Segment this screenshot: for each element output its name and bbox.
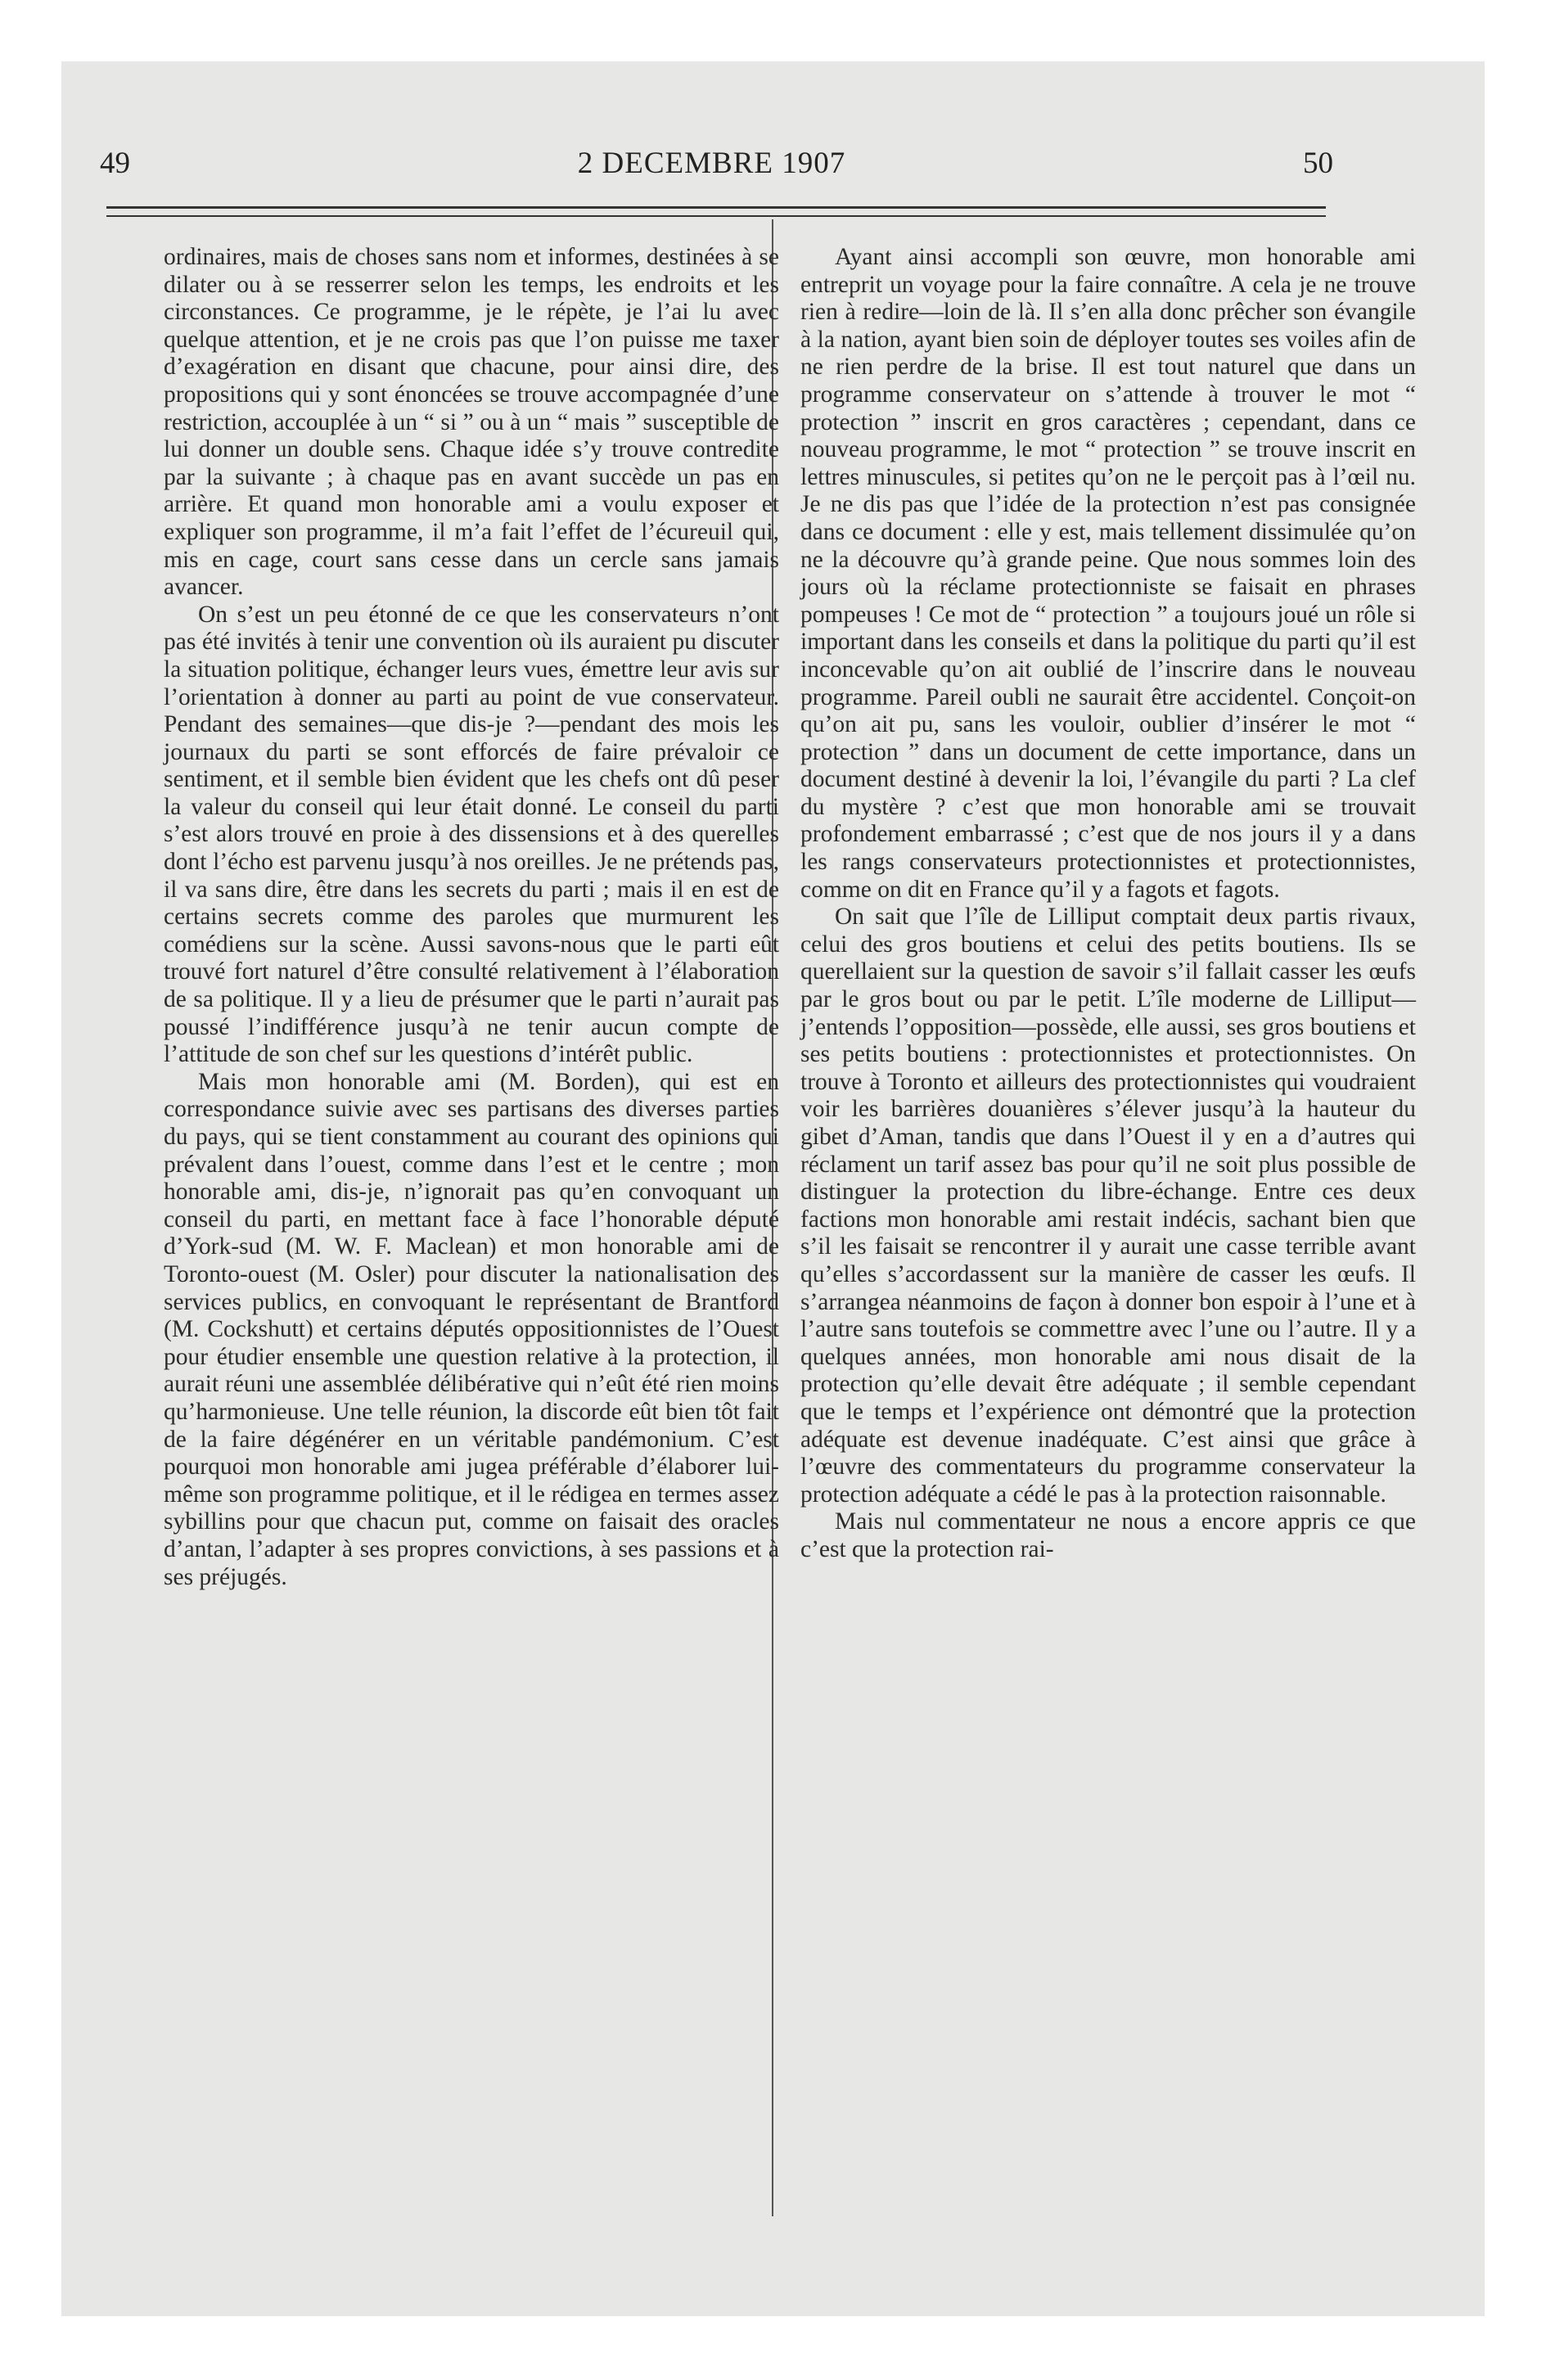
header-date: 2 DECEMBRE 1907 [577, 146, 846, 180]
page-number-left: 49 [100, 146, 130, 180]
right-column [800, 244, 1416, 1564]
paragraph: ordinaires, mais de choses sans nom et informes, destinées à se dilater ou à se resserrer selon les temps, les endroits et les circonstances. Ce programme, je le répète, je l’ai lu avec quelque attention, et je ne crois pas que l’on puisse me taxer d’exagération en disant que chacune, pour ainsi dire, des propositions qui y sont énoncées se trouve accompagnée d’une restriction, accouplée à un “ si ” ou à un “ mais ” susceptible de lui donner un double sens. Chaque idée s’y trouve contredite par la suivante ; à chaque pas en avant succède un pas en arrière. Et quand mon honorable ami a voulu exposer et expliquer son programme, il m’a fait l’effet de l’écureuil qui, mis en cage, court sans cesse dans un cercle sans jamais avancer. [164, 244, 779, 601]
paragraph: Ayant ainsi accompli son œuvre, mon honorable ami entreprit un voyage pour la faire connaître. A cela je ne trouve rien à redire—loin de là. Il s’en alla donc prêcher son évangile à la nation, ayant bien soin de déployer toutes ses voiles afin de ne rien perdre de la brise. Il est tout naturel que dans un programme conservateur on s’attende à trouver le mot “ protection ” inscrit en gros caractères ; cependant, dans ce nouveau programme, le mot “ protection ” se trouve inscrit en lettres minuscules, si petites qu’on ne le perçoit pas à l’œil nu. Je ne dis pas que l’idée de la protection n’est pas consignée dans ce document : elle y est, mais tellement dissimulée qu’on ne la découvre qu’à grande peine. Que nous sommes loin des jours où la réclame protectionniste se faisait en phrases pompeuses ! Ce mot de “ protection ” a toujours joué un rôle si important dans les conseils et dans la politique du parti qu’il est inconcevable qu’on ait oublié de l’inscrire dans le nouveau programme. Pareil oubli ne saurait être accidentel. Conçoit-on qu’on ait pu, sans les vouloir, oublier d’insérer le mot “ protection ” dans un document de cette importance, dans un document destiné à devenir la loi, l’évangile du parti ? La clef du mystère ? c’est que mon honorable ami se trouvait profondement embarrassé ; c’est que de nos jours il y a dans les rangs conservateurs protectionnistes et protectionnistes, comme on dit en France qu’il y a fagots et fagots. [800, 244, 1416, 903]
paragraph: On sait que l’île de Lilliput comptait deux partis rivaux, celui des gros boutiens et celui des petits boutiens. Ils se querellaient sur la question de savoir s’il fallait casser les œufs par le gros bout ou par le petit. L’île moderne de Lilliput—j’entends l’opposition—possède, elle aussi, ses gros boutiens et ses petits boutiens : protectionnistes et protectionnistes. On trouve à Toronto et ailleurs des protectionnistes qui voudraient voir les barrières douanières s’élever jusqu’à la hauteur du gibet d’Aman, tandis que dans l’Ouest il y en a d’autres qui réclament un tarif assez bas pour qu’il ne soit plus possible de distinguer la protection du libre-échange. Entre ces deux factions mon honorable ami restait indécis, sachant bien que s’il les faisait se rencontrer il y aurait une casse terrible avant qu’elles s’accordassent sur la manière de casser les œufs. Il s’arrangea néanmoins de façon à donner bon espoir à l’une et à l’autre sans toutefois se commettre avec l’une ou l’autre. Il y a quelques années, mon honorable ami nous disait de la protection qu’elle devait être adéquate ; il semble cependant que le temps et l’expérience ont démontré que la protection adéquate est devenue inadéquate. C’est ainsi que grâce à l’œuvre des commentateurs du programme conservateur la protection adéquate a cédé le pas à la protection raisonnable. [800, 904, 1416, 1508]
header-rule-bottom [106, 215, 1326, 217]
left-column [164, 244, 779, 1591]
paragraph: Mais mon honorable ami (M. Borden), qui est en correspondance suivie avec ses partisans des diverses parties du pays, qui se tient constamment au courant des opinions qui prévalent dans l’ouest, comme dans l’est et le centre ; mon honorable ami, dis-je, n’ignorait pas qu’en convoquant un conseil du parti, en mettant face à face l’honorable député d’York-sud (M. W. F. Maclean) et mon honorable ami de Toronto-ouest (M. Osler) pour discuter la nationalisation des services publics, en convoquant le représentant de Brantford (M. Cockshutt) et certains députés oppositionnistes de l’Ouest pour étudier ensemble une question relative à la protection, il aurait réuni une assemblée délibérative qui n’eût été rien moins qu’harmonieuse. Une telle réunion, la discorde eût bien tôt fait de la faire dégénérer en un véritable pandémonium. C’est pourquoi mon honorable ami jugea préférable d’élaborer lui-même son programme politique, et il le rédigea en termes assez sybillins pour que chacun put, comme on faisait des oracles d’antan, l’adapter à ses propres convictions, à ses passions et à ses préjugés. [164, 1068, 779, 1590]
paragraph: Mais nul commentateur ne nous a encore appris ce que c’est que la protection rai- [800, 1508, 1416, 1562]
header-rule-top [106, 206, 1326, 209]
page-number-right: 50 [1303, 146, 1333, 180]
running-header [90, 146, 1333, 195]
paragraph: On s’est un peu étonné de ce que les conservateurs n’ont pas été invités à tenir une convention où ils auraient pu discuter la situation politique, échanger leurs vues, émettre leur avis sur l’orientation à donner au parti au point de vue conservateur. Pendant des semaines—que dis-je ?—pendant des mois les journaux du parti se sont efforcés de faire prévaloir ce sentiment, et il semble bien évident que les chefs ont dû peser la valeur du conseil qui leur était donné. Le conseil du parti s’est alors trouvé en proie à des dissensions et à des querelles dont l’écho est parvenu jusqu’à nos oreilles. Je ne prétends pas, il va sans dire, être dans les secrets du parti ; mais il en est de certains secrets comme des paroles que murmurent les comédiens sur la scène. Aussi savons-nous que le parti eût trouvé fort naturel d’être consulté relativement à l’élaboration de sa politique. Il y a lieu de présumer que le parti n’aurait pas poussé l’indifférence jusqu’à ne tenir aucun compte de l’attitude de son chef sur les questions d’intérêt public. [164, 601, 779, 1068]
